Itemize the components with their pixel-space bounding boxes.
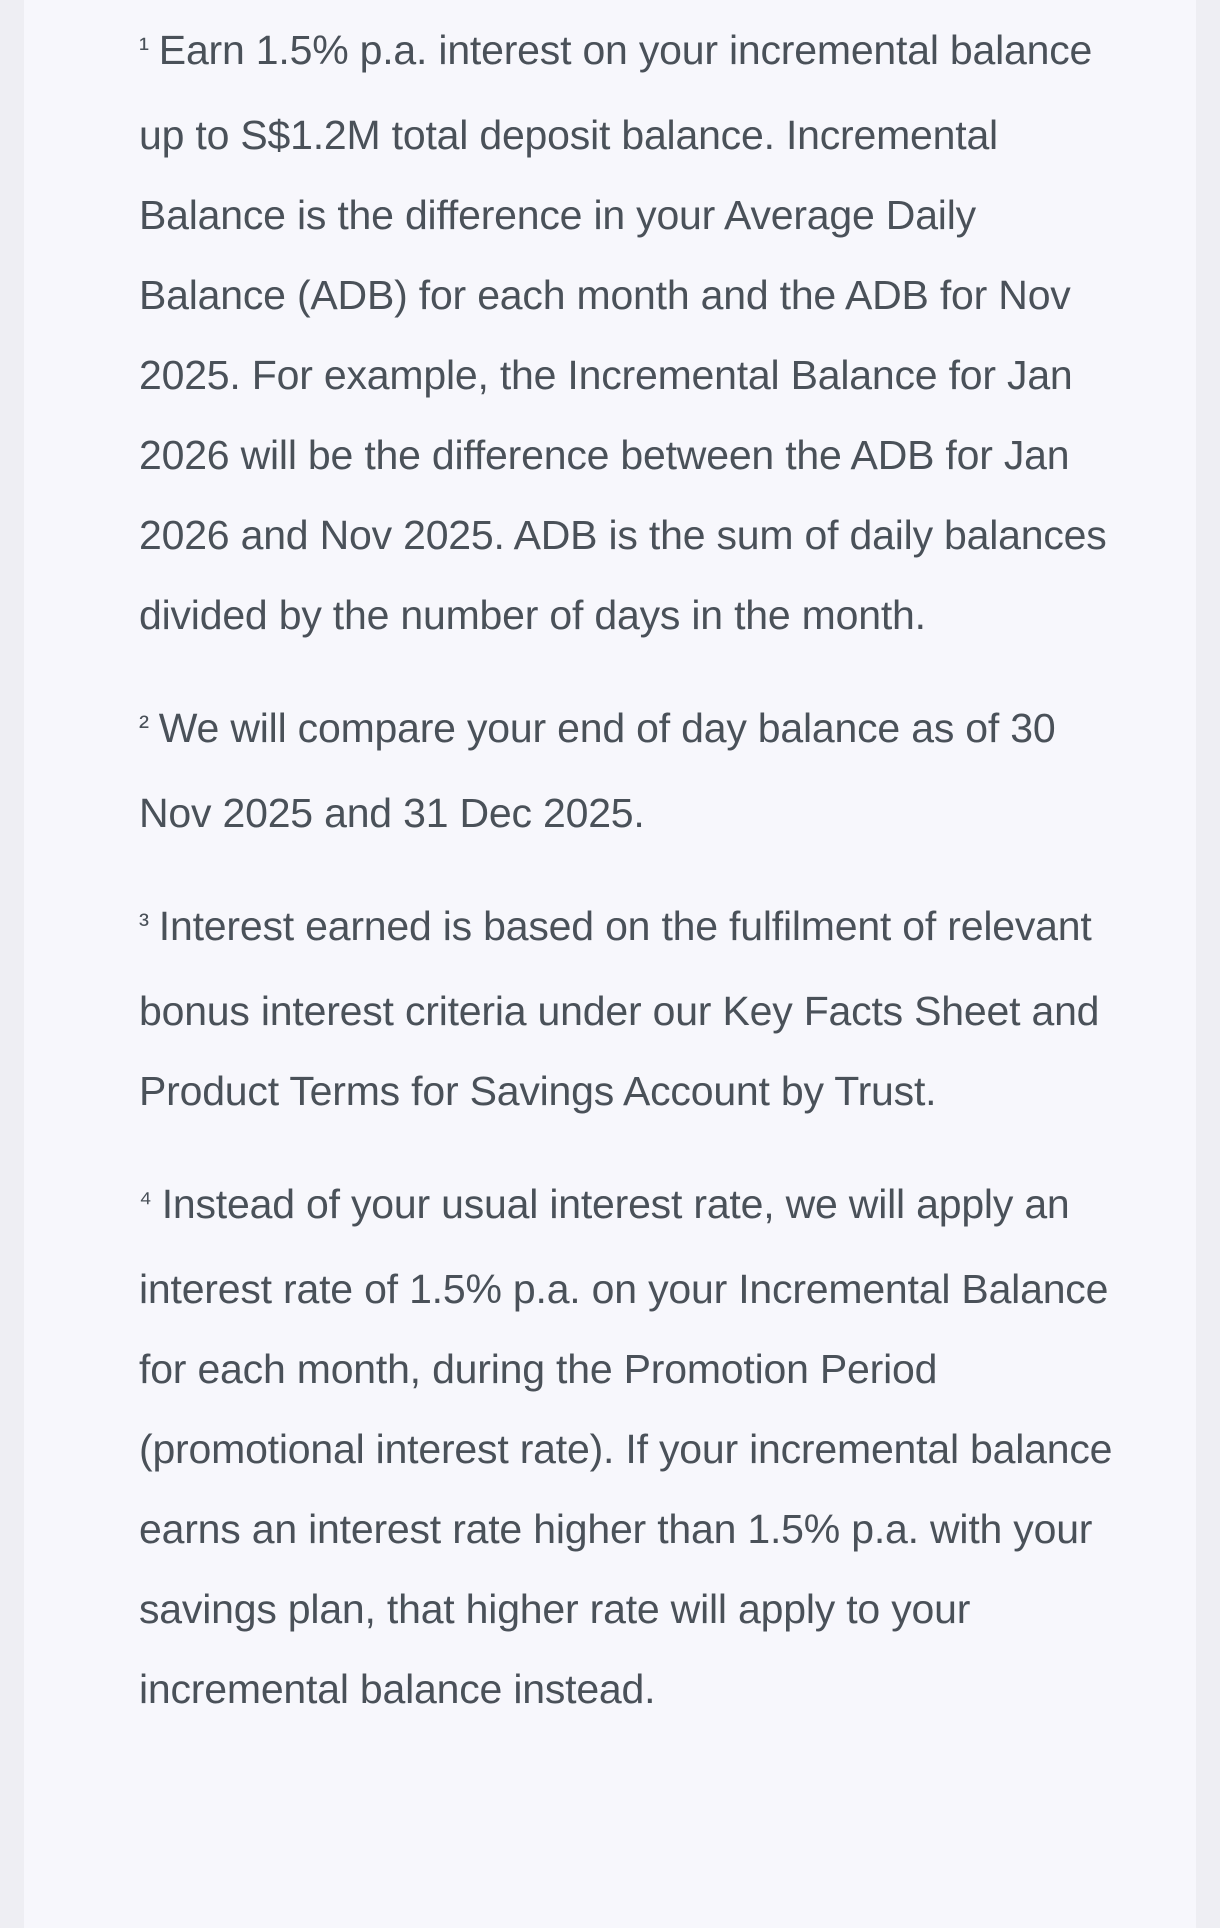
footnote-1 [139,10,1119,655]
footnote-marker: ¹ [139,32,149,65]
footnote-marker: ⁴ [139,1186,152,1219]
footnote-2 [139,688,1119,853]
footnotes-list [139,10,1119,1762]
footnote-text: Instead of your usual interest rate, we will apply an interest rate of 1.5% p.a. on your Incremental Balance for each month, during the Promotion Period (promotional interest rate). If your incremental balance earns an interest rate higher than 1.5% p.a. with your savings plan, that higher rate will apply to your incremental balance instead. [139,1181,1113,1712]
footnote-4 [139,1164,1119,1729]
terms-card [24,0,1196,1928]
footnote-marker: ³ [139,908,149,941]
footnote-text: We will compare your end of day balance as of 30 Nov 2025 and 31 Dec 2025. [139,705,1056,836]
footnote-3 [139,886,1119,1131]
footnote-text: Interest earned is based on the fulfilment of relevant bonus interest criteria under our Key Facts Sheet and Product Terms for Savings Account by Trust. [139,903,1100,1114]
footnote-marker: ² [139,710,149,743]
footnote-text: Earn 1.5% p.a. interest on your incremental balance up to S$1.2M total deposit balance. Incremental Balance is the difference in your Average Daily Balance (ADB) for each month and the ADB for Nov 2025. For example, the Incremental Balance for Jan 2026 will be the difference between the ADB for Jan 2026 and Nov 2025. ADB is the sum of daily balances divided by the number of days in the month. [139,27,1107,638]
